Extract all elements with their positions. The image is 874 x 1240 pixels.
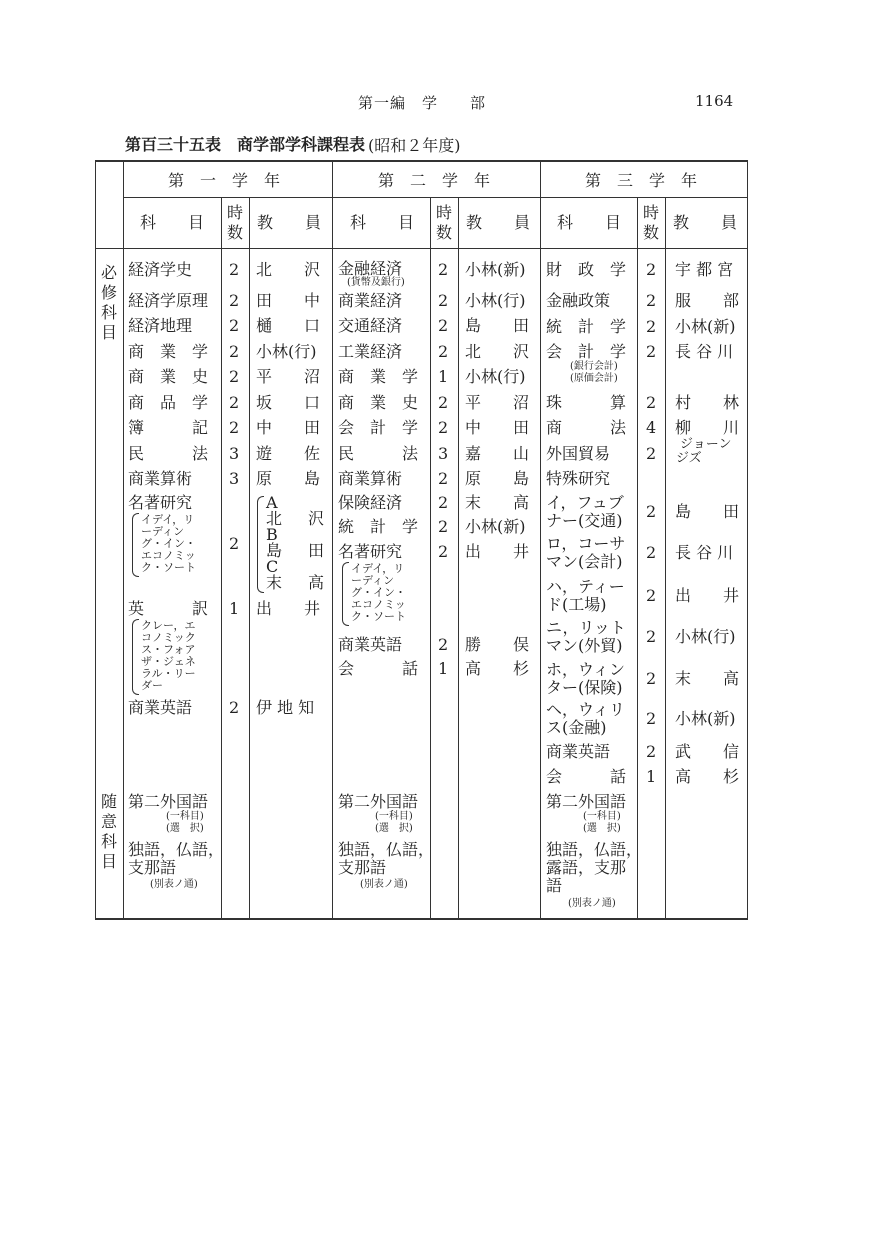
note-line: ーディン bbox=[351, 574, 395, 587]
note-line: クレー，エ bbox=[141, 619, 196, 632]
subject-cell: 語 bbox=[546, 876, 563, 895]
subject-note: (選 択) bbox=[166, 823, 204, 834]
hours-cell: 2 bbox=[646, 291, 657, 310]
subject-cell: 珠 算 bbox=[546, 393, 627, 412]
subject-cell: 独語，仏語， bbox=[128, 840, 225, 859]
subject-cell: 露語，支那 bbox=[546, 858, 627, 877]
subject-cell: 会 計 学 bbox=[546, 342, 627, 361]
subject-cell: 商業英語 bbox=[128, 698, 193, 717]
teacher-cell: 小林(新) bbox=[675, 709, 736, 728]
subject-cell: 商業算術 bbox=[128, 469, 193, 488]
subject-cell: 統 計 学 bbox=[546, 317, 627, 336]
subject-cell: ホ，ウィン bbox=[546, 660, 626, 679]
subject-cell: マン(外貿) bbox=[546, 636, 623, 655]
teacher-cell: 平 沼 bbox=[256, 367, 321, 386]
hours-cell: 4 bbox=[646, 418, 657, 437]
teacher-cell: 柳 川 bbox=[675, 418, 740, 437]
hours-cell: 2 bbox=[646, 742, 657, 761]
teacher-cell: 北 bbox=[266, 509, 283, 528]
note-line: ク・ソート bbox=[141, 561, 196, 574]
group-elective: 随意科目 bbox=[100, 792, 117, 871]
teacher-cell: 高 bbox=[308, 573, 325, 592]
subject-cell: 会 話 bbox=[338, 659, 419, 678]
hours-cell: 3 bbox=[438, 444, 449, 463]
col-hours-y2: 時数 bbox=[435, 203, 452, 242]
teacher-cell: 小林(行) bbox=[465, 291, 526, 310]
subject-cell: 商 業 史 bbox=[128, 367, 209, 386]
subject-note: (別表ノ通) bbox=[360, 879, 408, 890]
hours-cell: 2 bbox=[646, 317, 657, 336]
hours-cell: 3 bbox=[229, 444, 240, 463]
subject-cell: ロ，コーサ bbox=[546, 534, 626, 553]
note-line: イデイ，リ bbox=[141, 513, 195, 526]
subject-note: (一科目) bbox=[166, 811, 204, 822]
note-line: グ・イン・ bbox=[141, 537, 196, 550]
teacher-cell: 島 田 bbox=[465, 316, 530, 335]
hours-cell: 2 bbox=[229, 316, 240, 335]
teacher-cell: 長 谷 川 bbox=[675, 543, 734, 562]
hours-cell: 2 bbox=[438, 493, 449, 512]
teacher-cell: 北 沢 bbox=[465, 342, 530, 361]
teacher-cell: 出 井 bbox=[256, 599, 321, 618]
subject-cell: 第二外国語 bbox=[546, 792, 627, 811]
subject-cell: 商 業 学 bbox=[338, 367, 419, 386]
table-title: 第百三十五表 商学部学科課程表 bbox=[125, 135, 366, 154]
hours-cell: 2 bbox=[229, 698, 240, 717]
subject-cell: 金融政策 bbox=[546, 291, 611, 310]
subject-cell: 簿 記 bbox=[128, 418, 209, 437]
col-subject-y2: 科 目 bbox=[350, 213, 415, 232]
hours-cell: 2 bbox=[646, 444, 657, 463]
subject-cell: 第二外国語 bbox=[128, 792, 209, 811]
subject-cell: ド(工場) bbox=[546, 595, 607, 614]
col-subject-y3: 科 目 bbox=[557, 213, 622, 232]
page-number: 1164 bbox=[695, 92, 734, 110]
subject-cell: 支那語 bbox=[338, 858, 387, 877]
table-title-year: (昭和２年度) bbox=[368, 136, 461, 155]
subject-cell: ヘ，ウィリ bbox=[546, 700, 626, 719]
teacher-cell: 島 田 bbox=[675, 502, 740, 521]
hours-cell: 2 bbox=[438, 291, 449, 310]
teacher-cell: 末 bbox=[266, 573, 283, 592]
group-required: 必修科目 bbox=[100, 263, 117, 342]
subject-cell: 商 業 学 bbox=[128, 342, 209, 361]
hours-cell: 1 bbox=[229, 599, 240, 618]
hours-cell: 2 bbox=[646, 502, 657, 521]
col-teacher-y3: 教 員 bbox=[673, 213, 738, 232]
subject-cell: 名著研究 bbox=[128, 493, 193, 512]
note-line: エコノミッ bbox=[351, 598, 406, 611]
teacher-cell: 武 信 bbox=[675, 742, 740, 761]
subject-cell: 民 法 bbox=[338, 444, 419, 463]
teacher-cell: 島 bbox=[266, 541, 283, 560]
teacher-cell: 出 井 bbox=[465, 542, 530, 561]
teacher-cell: 伊 地 知 bbox=[256, 698, 315, 717]
subject-cell: マン(会計) bbox=[546, 552, 623, 571]
note-line: エコノミッ bbox=[141, 549, 196, 562]
teacher-cell: 小林(新) bbox=[465, 260, 526, 279]
subject-cell: 名著研究 bbox=[338, 542, 403, 561]
subject-cell: 特殊研究 bbox=[546, 469, 611, 488]
subject-cell: ハ，ティー bbox=[546, 577, 625, 596]
hours-cell: 2 bbox=[646, 627, 657, 646]
col-teacher-y2: 教 員 bbox=[466, 213, 531, 232]
hours-cell: 2 bbox=[229, 393, 240, 412]
hours-cell: 3 bbox=[229, 469, 240, 488]
subject-note: (一科目) bbox=[583, 811, 621, 822]
subject-cell: 財 政 学 bbox=[546, 260, 627, 279]
note-line: ーディン bbox=[141, 525, 185, 538]
subject-cell: 保険経済 bbox=[338, 493, 403, 512]
hours-cell: 2 bbox=[229, 534, 240, 553]
teacher-cell: 宇 都 宮 bbox=[675, 260, 734, 279]
subject-note: (別表ノ通) bbox=[568, 898, 616, 909]
teacher-cell: 樋 口 bbox=[256, 316, 321, 335]
hours-cell: 2 bbox=[646, 586, 657, 605]
subject-note: (選 択) bbox=[583, 823, 621, 834]
subject-cell: 会 計 学 bbox=[338, 418, 419, 437]
hours-cell: 2 bbox=[229, 291, 240, 310]
subject-cell: 商 法 bbox=[546, 418, 627, 437]
teacher-cell: 村 林 bbox=[675, 393, 740, 412]
subject-cell: 統 計 学 bbox=[338, 517, 419, 536]
teacher-cell: 小林(行) bbox=[465, 367, 526, 386]
teacher-cell: 高 杉 bbox=[675, 767, 740, 786]
hours-cell: 2 bbox=[438, 418, 449, 437]
col-hours-y3: 時数 bbox=[642, 203, 659, 242]
teacher-cell: ジョーン bbox=[680, 437, 732, 452]
subject-cell: 支那語 bbox=[128, 858, 177, 877]
subject-cell: 英 訳 bbox=[128, 599, 209, 618]
hours-cell: 2 bbox=[438, 469, 449, 488]
hours-cell: 2 bbox=[646, 669, 657, 688]
year-3-header: 第 三 学 年 bbox=[585, 171, 698, 190]
hours-cell: 2 bbox=[229, 260, 240, 279]
group-letter: A bbox=[266, 493, 278, 512]
note-brace bbox=[342, 562, 349, 626]
note-line: イデイ，リ bbox=[351, 562, 405, 575]
note-brace bbox=[132, 513, 139, 577]
subject-cell: 経済地理 bbox=[128, 316, 193, 335]
teacher-cell: 原 島 bbox=[465, 469, 530, 488]
teacher-cell: 遊 佐 bbox=[256, 444, 321, 463]
teacher-cell: 平 沼 bbox=[465, 393, 530, 412]
teacher-cell: 小林(行) bbox=[675, 627, 736, 646]
hours-cell: 1 bbox=[438, 659, 449, 678]
teacher-cell: 中 田 bbox=[256, 418, 321, 437]
teacher-cell: 田 中 bbox=[256, 291, 321, 310]
group-letter: C bbox=[266, 557, 279, 576]
teacher-cell: 末 高 bbox=[675, 669, 740, 688]
hours-cell: 2 bbox=[229, 342, 240, 361]
teacher-cell: 田 bbox=[308, 541, 325, 560]
teacher-cell: 小林(新) bbox=[465, 517, 526, 536]
note-line: ザ・ジェネ bbox=[141, 655, 196, 668]
note-brace bbox=[132, 619, 139, 695]
subject-cell: 経済学史 bbox=[128, 260, 193, 279]
subject-cell: 経済学原理 bbox=[128, 291, 209, 310]
subject-cell: 金融経済 bbox=[338, 259, 403, 278]
hours-cell: 2 bbox=[646, 543, 657, 562]
teacher-cell: 高 杉 bbox=[465, 659, 530, 678]
hours-cell: 2 bbox=[438, 260, 449, 279]
hours-cell: 2 bbox=[646, 342, 657, 361]
hours-cell: 1 bbox=[646, 767, 657, 786]
subject-note: (銀行会計) bbox=[570, 361, 618, 372]
hours-cell: 2 bbox=[438, 635, 449, 654]
subject-cell: 商業英語 bbox=[546, 742, 611, 761]
teacher-cell: 勝 俣 bbox=[465, 635, 530, 654]
hours-cell: 2 bbox=[646, 260, 657, 279]
teacher-cell: 出 井 bbox=[675, 586, 740, 605]
year-1-header: 第 一 学 年 bbox=[168, 171, 281, 190]
hours-cell: 2 bbox=[229, 418, 240, 437]
subject-cell: 独語，仏語， bbox=[546, 840, 643, 859]
teacher-cell: 長 谷 川 bbox=[675, 342, 734, 361]
teacher-cell: 坂 口 bbox=[256, 393, 321, 412]
hours-cell: 2 bbox=[438, 393, 449, 412]
subject-cell: 工業経済 bbox=[338, 342, 403, 361]
hours-cell: 2 bbox=[438, 542, 449, 561]
subject-cell: 商業経済 bbox=[338, 291, 403, 310]
note-line: コノミック bbox=[141, 631, 196, 644]
note-line: グ・イン・ bbox=[351, 586, 406, 599]
subject-note: (貨幣及銀行) bbox=[347, 277, 405, 288]
year-2-header: 第 二 学 年 bbox=[378, 171, 491, 190]
hours-cell: 2 bbox=[438, 342, 449, 361]
subject-cell: 交通経済 bbox=[338, 316, 403, 335]
hours-cell: 2 bbox=[646, 393, 657, 412]
teacher-cell: 原 島 bbox=[256, 469, 321, 488]
col-subject-y1: 科 目 bbox=[140, 213, 205, 232]
teacher-cell: 末 高 bbox=[465, 493, 530, 512]
subject-cell: ター(保険) bbox=[546, 678, 623, 697]
hours-cell: 2 bbox=[646, 709, 657, 728]
subject-note: (原価会計) bbox=[570, 373, 618, 384]
subject-cell: ナー(交通) bbox=[546, 511, 623, 530]
teacher-cell: 嘉 山 bbox=[465, 444, 530, 463]
subject-cell: 商 業 史 bbox=[338, 393, 419, 412]
note-line: ス・フォア bbox=[141, 643, 196, 656]
subject-cell: 商業英語 bbox=[338, 635, 403, 654]
subject-cell: 第二外国語 bbox=[338, 792, 419, 811]
subject-note: (別表ノ通) bbox=[150, 879, 198, 890]
group-letter: B bbox=[266, 525, 278, 544]
subject-cell: ニ，リット bbox=[546, 618, 626, 637]
subject-note: (選 択) bbox=[375, 823, 413, 834]
subject-cell: 民 法 bbox=[128, 444, 209, 463]
hours-cell: 2 bbox=[229, 367, 240, 386]
hours-cell: 1 bbox=[438, 367, 449, 386]
col-teacher-y1: 教 員 bbox=[257, 213, 322, 232]
subject-note: (一科目) bbox=[375, 811, 413, 822]
subject-cell: ス(金融) bbox=[546, 718, 607, 737]
note-line: ラル・リー bbox=[141, 667, 196, 680]
hours-cell: 2 bbox=[438, 517, 449, 536]
subject-cell: 商業算術 bbox=[338, 469, 403, 488]
teacher-cell: 小林(新) bbox=[675, 317, 736, 336]
note-line: ダー bbox=[141, 679, 163, 692]
subject-cell: 外国貿易 bbox=[546, 444, 611, 463]
teacher-cell: 沢 bbox=[308, 509, 325, 528]
col-hours-y1: 時数 bbox=[226, 203, 243, 242]
teacher-cell: 服 部 bbox=[675, 291, 740, 310]
subject-cell: 商 品 学 bbox=[128, 393, 209, 412]
subject-cell: 会 話 bbox=[546, 767, 627, 786]
teacher-cell: 北 沢 bbox=[256, 260, 321, 279]
teacher-cell: ジズ bbox=[676, 451, 702, 466]
hours-cell: 2 bbox=[438, 316, 449, 335]
subject-cell: 独語，仏語， bbox=[338, 840, 435, 859]
group-brace bbox=[257, 496, 264, 593]
section-header: 第一編 学 部 bbox=[358, 94, 487, 112]
subject-cell: イ，フュブ bbox=[546, 493, 624, 512]
teacher-cell: 中 田 bbox=[465, 418, 530, 437]
teacher-cell: 小林(行) bbox=[256, 342, 317, 361]
note-line: ク・ソート bbox=[351, 610, 406, 623]
